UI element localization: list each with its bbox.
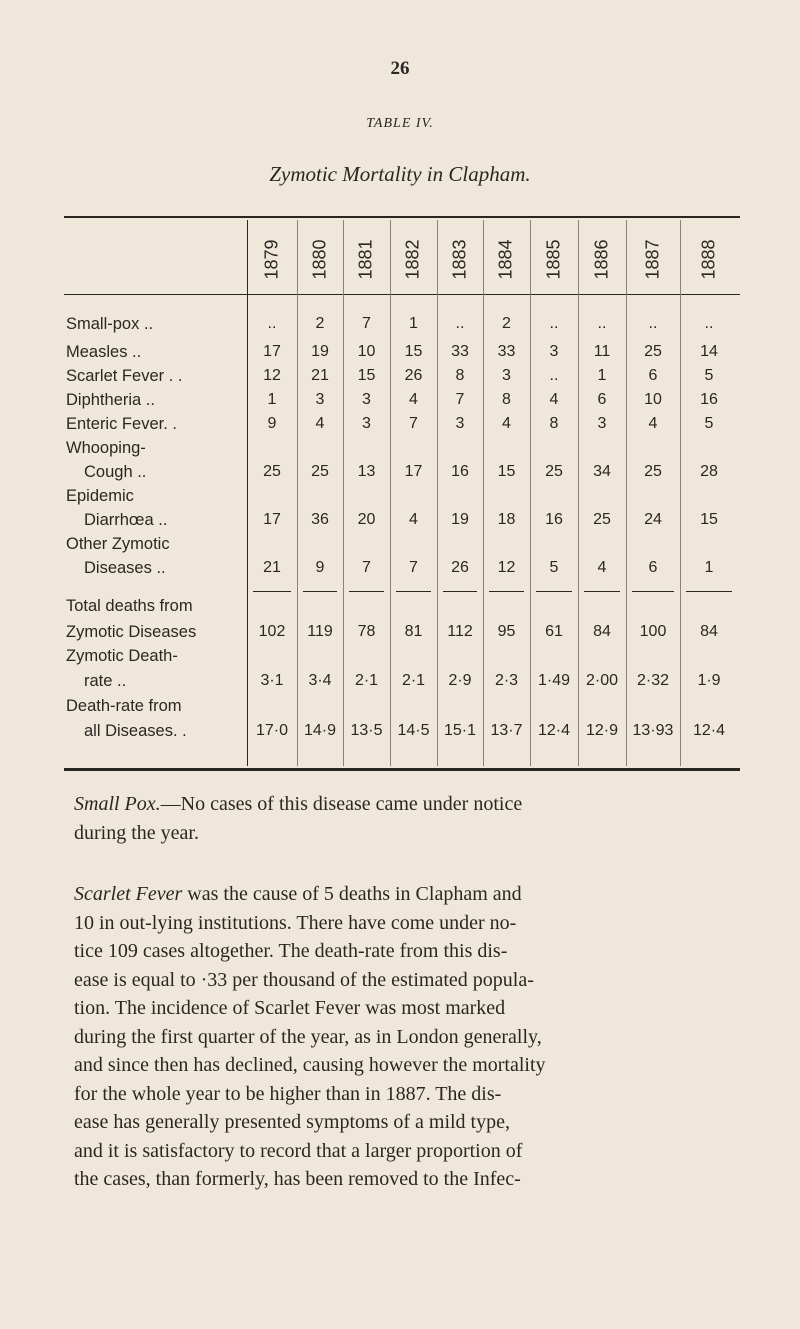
table-cell: 10 xyxy=(357,343,376,360)
table-cell: 2·1 xyxy=(354,672,379,689)
year-header xyxy=(297,230,343,288)
paragraph-text: 10 in out-lying institutions. There have come under no- xyxy=(74,911,517,934)
table-cell: 2 xyxy=(315,315,325,332)
table-cell: 13 xyxy=(357,463,376,480)
table-cell: 14 xyxy=(700,343,718,360)
total-separator xyxy=(443,591,477,592)
table-cell: .. xyxy=(549,367,559,384)
row-label: Diarrhœa .. xyxy=(84,511,168,529)
table-cell: 6 xyxy=(648,367,658,384)
table-cell: 12 xyxy=(497,559,516,576)
table-cell: 3 xyxy=(549,343,559,360)
table-cell: 19 xyxy=(451,511,469,528)
table-bottom-rule xyxy=(64,768,740,771)
table-cell: 12·9 xyxy=(585,722,619,739)
table-cell: 9 xyxy=(267,415,277,432)
table-cell: 6 xyxy=(597,391,607,408)
table-cell: 5 xyxy=(704,415,714,432)
table-cell: 5 xyxy=(704,367,714,384)
table-cell: 4 xyxy=(409,391,418,408)
year-label: 1881 xyxy=(355,238,376,280)
table-cell: 17 xyxy=(404,463,423,480)
table-cell: 5 xyxy=(549,559,559,576)
table-cell: 15 xyxy=(357,367,376,384)
paragraph-text: during the year. xyxy=(74,821,199,844)
paragraph-text: tice 109 cases altogether. The death-rate from this dis- xyxy=(74,940,508,962)
table-cell: 1·9 xyxy=(697,672,721,689)
table-cell: .. xyxy=(455,315,465,332)
table-cell: 2 xyxy=(502,315,511,332)
table-cell: 112 xyxy=(447,623,473,640)
table-cell: 1 xyxy=(597,367,607,384)
total-separator xyxy=(396,591,431,592)
paragraph-line xyxy=(74,790,738,819)
table-cell: 25 xyxy=(263,463,281,480)
table-cell: 7 xyxy=(409,559,418,576)
table-cell: 84 xyxy=(700,623,718,640)
table-cell: 16 xyxy=(545,511,563,528)
paragraph-line xyxy=(74,819,738,848)
table-cell: 3 xyxy=(362,415,371,432)
row-label: Cough .. xyxy=(84,463,147,481)
year-header xyxy=(530,230,578,288)
row-label: Zymotic Death- xyxy=(66,647,178,665)
table-cell: 17·0 xyxy=(255,722,289,739)
table-cell: 25 xyxy=(644,463,662,480)
table-cell: .. xyxy=(267,315,277,332)
row-label: Enteric Fever. . xyxy=(66,415,177,433)
table-cell: 26 xyxy=(404,367,423,384)
table-cell: 20 xyxy=(357,511,376,528)
table-cell: 4 xyxy=(502,415,511,432)
paragraph-line xyxy=(74,880,738,909)
paragraph-text: and since then has declined, causing however the mortality xyxy=(74,1054,546,1076)
table-cell: 1 xyxy=(409,315,418,332)
paragraph-line xyxy=(74,1080,738,1109)
year-label: 1886 xyxy=(591,238,612,280)
table-cell: 7 xyxy=(455,391,465,408)
table-cell: 100 xyxy=(639,623,667,640)
table-cell: 25 xyxy=(311,463,329,480)
row-label: Death-rate from xyxy=(66,697,182,715)
paragraph-line xyxy=(74,909,738,938)
year-label: 1888 xyxy=(698,238,719,280)
year-header xyxy=(247,230,297,288)
total-separator xyxy=(349,591,384,592)
table-cell: 3·4 xyxy=(308,672,332,689)
paragraph-line xyxy=(74,966,738,995)
paragraph-lead: Small Pox. xyxy=(74,793,161,815)
row-label: Scarlet Fever . . xyxy=(66,367,183,385)
table-cell: 33 xyxy=(497,343,516,360)
table-cell: 18 xyxy=(497,511,516,528)
row-label: Small-pox .. xyxy=(66,315,154,333)
total-separator xyxy=(303,591,337,592)
year-label: 1883 xyxy=(449,238,470,280)
table-cell: 81 xyxy=(404,623,423,640)
table-cell: 17 xyxy=(263,343,281,360)
table-cell: 1 xyxy=(704,559,714,576)
year-label: 1879 xyxy=(261,238,282,280)
paragraph-text: for the whole year to be higher than in 1887. The dis- xyxy=(74,1082,502,1105)
table-cell: 4 xyxy=(409,511,418,528)
table-title: Zymotic Mortality in Clapham. xyxy=(269,162,531,186)
page-number: 26 xyxy=(390,58,410,79)
table-cell: 4 xyxy=(315,415,325,432)
table-cell: 4 xyxy=(648,415,658,432)
year-label: 1887 xyxy=(642,238,663,280)
table-cell: 25 xyxy=(545,463,563,480)
table-cell: 13·93 xyxy=(632,722,674,739)
year-header xyxy=(437,230,483,288)
table-cell: .. xyxy=(648,315,658,332)
year-label: 1880 xyxy=(309,238,330,280)
row-label: Total deaths from xyxy=(66,597,193,615)
table-cell: 8 xyxy=(549,415,559,432)
table-cell: 12 xyxy=(263,367,281,384)
table-cell: 15 xyxy=(404,343,423,360)
table-cell: .. xyxy=(704,315,714,332)
table-cell: 6 xyxy=(648,559,658,576)
table-header-rule xyxy=(64,294,740,295)
table-cell: 3 xyxy=(455,415,465,432)
table-cell: 84 xyxy=(593,623,611,640)
table-cell: 4 xyxy=(549,391,559,408)
total-separator xyxy=(253,591,291,592)
table-cell: 7 xyxy=(409,415,418,432)
table-cell: 61 xyxy=(545,623,563,640)
paragraph-line xyxy=(74,1137,738,1166)
table-cell: 3·1 xyxy=(260,672,284,689)
row-label: Diphtheria .. xyxy=(66,391,155,409)
row-label: Zymotic Diseases xyxy=(66,623,197,641)
paragraph-line xyxy=(74,1051,738,1080)
table-cell: 3 xyxy=(597,415,607,432)
table-cell: 15 xyxy=(700,511,718,528)
table-cell: 14·9 xyxy=(303,722,337,739)
table-cell: 14·5 xyxy=(397,722,430,739)
table-cell: 34 xyxy=(593,463,611,480)
table-cell: .. xyxy=(597,315,607,332)
table-cell: 8 xyxy=(502,391,511,408)
table-cell: 21 xyxy=(311,367,329,384)
row-label: Diseases .. xyxy=(84,559,166,577)
table-cell: 26 xyxy=(451,559,469,576)
table-cell: 78 xyxy=(357,623,376,640)
total-separator xyxy=(584,591,620,592)
table-top-rule xyxy=(64,216,740,218)
table-cell: 33 xyxy=(451,343,469,360)
table-cell: 8 xyxy=(455,367,465,384)
total-separator xyxy=(536,591,572,592)
table-cell: 2·1 xyxy=(401,672,426,689)
row-label: Measles .. xyxy=(66,343,142,361)
paragraph-text: and it is satisfactory to record that a larger proportion of xyxy=(74,1139,523,1162)
table-cell: 16 xyxy=(451,463,469,480)
table-label: TABLE IV. xyxy=(366,116,434,131)
paragraph-line xyxy=(74,994,738,1023)
total-separator xyxy=(489,591,524,592)
table-cell: 1 xyxy=(267,391,277,408)
row-label: Whooping- xyxy=(66,439,146,457)
table-cell: 11 xyxy=(593,343,611,360)
row-label: all Diseases. . xyxy=(84,722,187,740)
table-cell: 13·5 xyxy=(350,722,383,739)
table-cell: 9 xyxy=(315,559,325,576)
paragraph-line xyxy=(74,1108,738,1137)
year-header xyxy=(680,230,738,288)
table-cell: .. xyxy=(549,315,559,332)
paragraph-line xyxy=(74,1023,738,1052)
table-cell: 4 xyxy=(597,559,607,576)
year-label: 1884 xyxy=(495,238,516,280)
paragraph-line xyxy=(74,937,738,966)
table-cell: 12·4 xyxy=(537,722,571,739)
table-cell: 21 xyxy=(263,559,281,576)
row-label: rate .. xyxy=(84,672,127,690)
table-cell: 102 xyxy=(258,623,286,640)
table-cell: 2·32 xyxy=(636,672,670,689)
table-cell: 16 xyxy=(700,391,718,408)
year-header xyxy=(483,230,530,288)
table-cell: 19 xyxy=(311,343,329,360)
total-separator xyxy=(686,591,732,592)
paragraph-text: —No cases of this disease came under notice xyxy=(160,793,523,815)
year-header xyxy=(578,230,626,288)
row-label: Other Zymotic xyxy=(66,535,170,553)
paragraph-text: the cases, than formerly, has been removed to the Infec- xyxy=(74,1168,521,1190)
paragraph-text: was the cause of 5 deaths in Clapham and xyxy=(182,883,522,905)
table-cell: 7 xyxy=(362,559,371,576)
table-cell: 12·4 xyxy=(692,722,726,739)
table-cell: 24 xyxy=(644,511,662,528)
paragraph-lead: Scarlet Fever xyxy=(74,883,183,905)
row-label: Epidemic xyxy=(66,487,134,505)
year-header xyxy=(626,230,680,288)
total-separator xyxy=(632,591,674,592)
table-cell: 25 xyxy=(644,343,662,360)
paragraph-text: tion. The incidence of Scarlet Fever was most marked xyxy=(74,997,506,1019)
table-cell: 10 xyxy=(644,391,662,408)
year-label: 1885 xyxy=(543,238,564,280)
year-header xyxy=(343,230,390,288)
table-cell: 2·9 xyxy=(448,672,472,689)
table-cell: 13·7 xyxy=(490,722,523,739)
table-cell: 36 xyxy=(311,511,329,528)
table-cell: 3 xyxy=(502,367,511,384)
table-cell: 15 xyxy=(497,463,516,480)
paragraph-line xyxy=(74,1165,738,1194)
table-cell: 2·3 xyxy=(494,672,519,689)
table-cell: 119 xyxy=(307,623,333,640)
table-cell: 2·00 xyxy=(585,672,619,689)
table-cell: 15·1 xyxy=(443,722,477,739)
table-cell: 95 xyxy=(497,623,516,640)
year-header xyxy=(390,230,437,288)
table-cell: 7 xyxy=(362,315,371,332)
table-cell: 1·49 xyxy=(537,672,571,689)
paragraph-text: during the first quarter of the year, as in London generally, xyxy=(74,1025,542,1048)
table-cell: 17 xyxy=(263,511,281,528)
table-cell: 25 xyxy=(593,511,611,528)
year-label: 1882 xyxy=(402,238,423,280)
paragraph-text: ease is equal to ·33 per thousand of the estimated popula- xyxy=(74,968,534,991)
table-cell: 3 xyxy=(315,391,325,408)
table-cell: 28 xyxy=(700,463,718,480)
paragraph-text: ease has generally presented symptoms of a mild type, xyxy=(74,1111,510,1133)
table-cell: 3 xyxy=(362,391,371,408)
